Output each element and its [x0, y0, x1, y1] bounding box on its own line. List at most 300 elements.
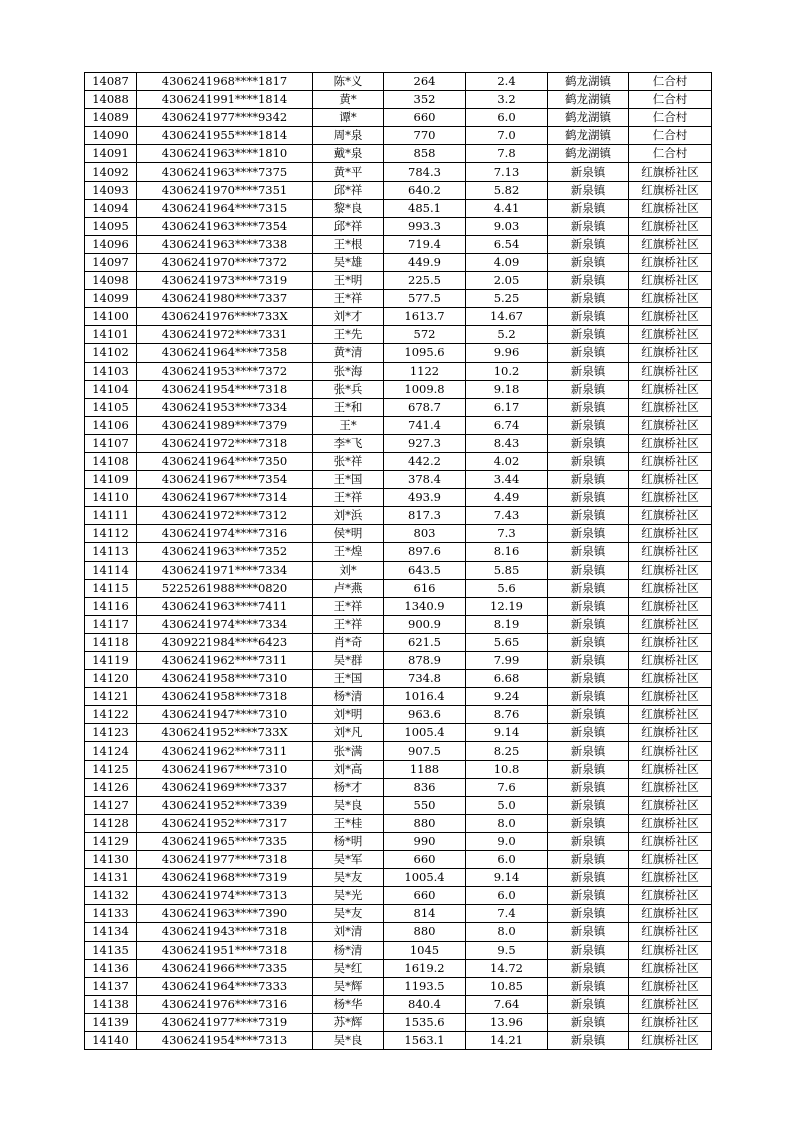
id-number-cell: 4306241967****7314	[137, 489, 313, 507]
amount-cell: 880	[384, 814, 466, 832]
amount-cell: 814	[384, 905, 466, 923]
id-number-cell: 4306241952****733X	[137, 724, 313, 742]
village-cell: 红旗桥社区	[629, 597, 712, 615]
table-row	[85, 1013, 712, 1031]
village-cell: 红旗桥社区	[629, 1013, 712, 1031]
id-number-cell: 4306241966****7335	[137, 959, 313, 977]
village-cell: 红旗桥社区	[629, 706, 712, 724]
quantity-cell: 13.96	[466, 1013, 548, 1031]
amount-cell: 880	[384, 923, 466, 941]
id-number-cell: 4306241954****7318	[137, 380, 313, 398]
village-cell: 红旗桥社区	[629, 416, 712, 434]
town-cell: 新泉镇	[548, 905, 629, 923]
amount-cell: 1005.4	[384, 724, 466, 742]
village-cell: 红旗桥社区	[629, 489, 712, 507]
amount-cell: 660	[384, 851, 466, 869]
quantity-cell: 6.17	[466, 398, 548, 416]
row-number-cell: 14128	[85, 814, 137, 832]
amount-cell: 1122	[384, 362, 466, 380]
town-cell: 新泉镇	[548, 706, 629, 724]
id-number-cell: 4306241977****7319	[137, 1013, 313, 1031]
id-number-cell: 4306241951****7318	[137, 941, 313, 959]
id-number-cell: 4306241980****7337	[137, 290, 313, 308]
name-cell: 陈*义	[313, 73, 384, 91]
table-row	[85, 235, 712, 253]
id-number-cell: 4306241991****1814	[137, 91, 313, 109]
table-row	[85, 814, 712, 832]
table-row	[85, 181, 712, 199]
name-cell: 黎*良	[313, 199, 384, 217]
quantity-cell: 10.85	[466, 977, 548, 995]
table-row	[85, 633, 712, 651]
table-row	[85, 199, 712, 217]
town-cell: 新泉镇	[548, 633, 629, 651]
quantity-cell: 4.09	[466, 253, 548, 271]
amount-cell: 493.9	[384, 489, 466, 507]
town-cell: 新泉镇	[548, 163, 629, 181]
village-cell: 红旗桥社区	[629, 434, 712, 452]
name-cell: 吴*光	[313, 887, 384, 905]
amount-cell: 741.4	[384, 416, 466, 434]
town-cell: 新泉镇	[548, 760, 629, 778]
table-row	[85, 91, 712, 109]
name-cell: 张*满	[313, 742, 384, 760]
id-number-cell: 4306241976****7316	[137, 995, 313, 1013]
table-row	[85, 127, 712, 145]
row-number-cell: 14118	[85, 633, 137, 651]
id-number-cell: 4306241958****7310	[137, 670, 313, 688]
quantity-cell: 6.68	[466, 670, 548, 688]
quantity-cell: 12.19	[466, 597, 548, 615]
quantity-cell: 9.96	[466, 344, 548, 362]
name-cell: 王*国	[313, 471, 384, 489]
table-row	[85, 851, 712, 869]
name-cell: 张*海	[313, 362, 384, 380]
table-row	[85, 416, 712, 434]
table-row	[85, 217, 712, 235]
town-cell: 新泉镇	[548, 579, 629, 597]
table-row	[85, 362, 712, 380]
id-number-cell: 4306241972****7318	[137, 434, 313, 452]
village-cell: 红旗桥社区	[629, 452, 712, 470]
id-number-cell: 4306241943****7318	[137, 923, 313, 941]
row-number-cell: 14132	[85, 887, 137, 905]
id-number-cell: 5225261988****0820	[137, 579, 313, 597]
town-cell: 新泉镇	[548, 507, 629, 525]
id-number-cell: 4306241964****7358	[137, 344, 313, 362]
quantity-cell: 5.65	[466, 633, 548, 651]
quantity-cell: 3.2	[466, 91, 548, 109]
table-row	[85, 995, 712, 1013]
amount-cell: 643.5	[384, 561, 466, 579]
row-number-cell: 14088	[85, 91, 137, 109]
row-number-cell: 14106	[85, 416, 137, 434]
table-row	[85, 326, 712, 344]
amount-cell: 485.1	[384, 199, 466, 217]
row-number-cell: 14104	[85, 380, 137, 398]
quantity-cell: 14.67	[466, 308, 548, 326]
table-row	[85, 959, 712, 977]
row-number-cell: 14116	[85, 597, 137, 615]
name-cell: 王*明	[313, 272, 384, 290]
village-cell: 红旗桥社区	[629, 778, 712, 796]
row-number-cell: 14091	[85, 145, 137, 163]
village-cell: 红旗桥社区	[629, 615, 712, 633]
quantity-cell: 6.54	[466, 235, 548, 253]
town-cell: 新泉镇	[548, 814, 629, 832]
name-cell: 杨*才	[313, 778, 384, 796]
id-number-cell: 4306241971****7334	[137, 561, 313, 579]
row-number-cell: 14092	[85, 163, 137, 181]
quantity-cell: 8.0	[466, 814, 548, 832]
town-cell: 新泉镇	[548, 199, 629, 217]
quantity-cell: 7.13	[466, 163, 548, 181]
quantity-cell: 14.21	[466, 1031, 548, 1049]
quantity-cell: 7.0	[466, 127, 548, 145]
row-number-cell: 14127	[85, 796, 137, 814]
row-number-cell: 14138	[85, 995, 137, 1013]
row-number-cell: 14126	[85, 778, 137, 796]
village-cell: 红旗桥社区	[629, 561, 712, 579]
row-number-cell: 14115	[85, 579, 137, 597]
id-number-cell: 4306241958****7318	[137, 688, 313, 706]
table-row	[85, 308, 712, 326]
quantity-cell: 8.76	[466, 706, 548, 724]
village-cell: 仁合村	[629, 73, 712, 91]
name-cell: 吴*良	[313, 796, 384, 814]
table-row	[85, 380, 712, 398]
town-cell: 新泉镇	[548, 688, 629, 706]
row-number-cell: 14117	[85, 615, 137, 633]
row-number-cell: 14136	[85, 959, 137, 977]
table-row	[85, 452, 712, 470]
table-row	[85, 905, 712, 923]
village-cell: 红旗桥社区	[629, 579, 712, 597]
village-cell: 红旗桥社区	[629, 471, 712, 489]
id-number-cell: 4306241964****7333	[137, 977, 313, 995]
table-row	[85, 489, 712, 507]
amount-cell: 1188	[384, 760, 466, 778]
table-row	[85, 163, 712, 181]
amount-cell: 719.4	[384, 235, 466, 253]
table-row	[85, 344, 712, 362]
quantity-cell: 6.74	[466, 416, 548, 434]
quantity-cell: 2.05	[466, 272, 548, 290]
town-cell: 新泉镇	[548, 977, 629, 995]
table-row	[85, 832, 712, 850]
village-cell: 红旗桥社区	[629, 742, 712, 760]
village-cell: 红旗桥社区	[629, 887, 712, 905]
row-number-cell: 14121	[85, 688, 137, 706]
amount-cell: 840.4	[384, 995, 466, 1013]
town-cell: 新泉镇	[548, 597, 629, 615]
id-number-cell: 4306241977****9342	[137, 109, 313, 127]
name-cell: 吴*良	[313, 1031, 384, 1049]
table-row	[85, 887, 712, 905]
name-cell: 吴*友	[313, 869, 384, 887]
amount-cell: 660	[384, 887, 466, 905]
row-number-cell: 14139	[85, 1013, 137, 1031]
amount-cell: 1563.1	[384, 1031, 466, 1049]
row-number-cell: 14112	[85, 525, 137, 543]
quantity-cell: 5.6	[466, 579, 548, 597]
table-row	[85, 688, 712, 706]
id-number-cell: 4306241964****7315	[137, 199, 313, 217]
town-cell: 新泉镇	[548, 832, 629, 850]
name-cell: 刘*清	[313, 923, 384, 941]
amount-cell: 927.3	[384, 434, 466, 452]
name-cell: 王*国	[313, 670, 384, 688]
quantity-cell: 10.2	[466, 362, 548, 380]
row-number-cell: 14100	[85, 308, 137, 326]
amount-cell: 784.3	[384, 163, 466, 181]
amount-cell: 1613.7	[384, 308, 466, 326]
amount-cell: 1193.5	[384, 977, 466, 995]
village-cell: 仁合村	[629, 109, 712, 127]
id-number-cell: 4306241963****7390	[137, 905, 313, 923]
quantity-cell: 8.43	[466, 434, 548, 452]
name-cell: 刘*浜	[313, 507, 384, 525]
id-number-cell: 4306241972****7331	[137, 326, 313, 344]
name-cell: 黄*平	[313, 163, 384, 181]
amount-cell: 817.3	[384, 507, 466, 525]
table-row	[85, 615, 712, 633]
town-cell: 新泉镇	[548, 452, 629, 470]
row-number-cell: 14095	[85, 217, 137, 235]
row-number-cell: 14094	[85, 199, 137, 217]
name-cell: 刘*凡	[313, 724, 384, 742]
id-number-cell: 4306241952****7339	[137, 796, 313, 814]
village-cell: 红旗桥社区	[629, 199, 712, 217]
row-number-cell: 14122	[85, 706, 137, 724]
row-number-cell: 14125	[85, 760, 137, 778]
name-cell: 王*祥	[313, 615, 384, 633]
name-cell: 王*先	[313, 326, 384, 344]
data-table	[84, 72, 712, 1050]
quantity-cell: 7.64	[466, 995, 548, 1013]
name-cell: 杨*华	[313, 995, 384, 1013]
town-cell: 鹤龙湖镇	[548, 91, 629, 109]
name-cell: 刘*明	[313, 706, 384, 724]
quantity-cell: 5.2	[466, 326, 548, 344]
row-number-cell: 14093	[85, 181, 137, 199]
quantity-cell: 7.8	[466, 145, 548, 163]
table-row	[85, 398, 712, 416]
name-cell: 吴*辉	[313, 977, 384, 995]
row-number-cell: 14133	[85, 905, 137, 923]
row-number-cell: 14099	[85, 290, 137, 308]
quantity-cell: 2.4	[466, 73, 548, 91]
amount-cell: 734.8	[384, 670, 466, 688]
amount-cell: 572	[384, 326, 466, 344]
town-cell: 新泉镇	[548, 416, 629, 434]
name-cell: 杨*清	[313, 941, 384, 959]
village-cell: 红旗桥社区	[629, 163, 712, 181]
table-row	[85, 778, 712, 796]
amount-cell: 1045	[384, 941, 466, 959]
table-row	[85, 923, 712, 941]
row-number-cell: 14110	[85, 489, 137, 507]
row-number-cell: 14108	[85, 452, 137, 470]
name-cell: 吴*雄	[313, 253, 384, 271]
name-cell: 邱*祥	[313, 181, 384, 199]
id-number-cell: 4306241953****7334	[137, 398, 313, 416]
id-number-cell: 4306241969****7337	[137, 778, 313, 796]
town-cell: 新泉镇	[548, 778, 629, 796]
name-cell: 侯*明	[313, 525, 384, 543]
table-row	[85, 561, 712, 579]
table-row	[85, 73, 712, 91]
amount-cell: 442.2	[384, 452, 466, 470]
quantity-cell: 7.6	[466, 778, 548, 796]
table-row	[85, 109, 712, 127]
village-cell: 红旗桥社区	[629, 253, 712, 271]
id-number-cell: 4306241962****7311	[137, 742, 313, 760]
town-cell: 新泉镇	[548, 235, 629, 253]
table-row	[85, 543, 712, 561]
town-cell: 鹤龙湖镇	[548, 127, 629, 145]
town-cell: 鹤龙湖镇	[548, 73, 629, 91]
town-cell: 新泉镇	[548, 308, 629, 326]
village-cell: 红旗桥社区	[629, 923, 712, 941]
town-cell: 新泉镇	[548, 796, 629, 814]
town-cell: 新泉镇	[548, 471, 629, 489]
row-number-cell: 14090	[85, 127, 137, 145]
name-cell: 刘*才	[313, 308, 384, 326]
town-cell: 新泉镇	[548, 253, 629, 271]
table-row	[85, 145, 712, 163]
town-cell: 新泉镇	[548, 959, 629, 977]
row-number-cell: 14113	[85, 543, 137, 561]
id-number-cell: 4306241967****7354	[137, 471, 313, 489]
quantity-cell: 7.43	[466, 507, 548, 525]
id-number-cell: 4306241968****7319	[137, 869, 313, 887]
village-cell: 红旗桥社区	[629, 326, 712, 344]
quantity-cell: 9.24	[466, 688, 548, 706]
town-cell: 新泉镇	[548, 434, 629, 452]
quantity-cell: 9.18	[466, 380, 548, 398]
town-cell: 新泉镇	[548, 489, 629, 507]
amount-cell: 963.6	[384, 706, 466, 724]
quantity-cell: 3.44	[466, 471, 548, 489]
amount-cell: 900.9	[384, 615, 466, 633]
village-cell: 红旗桥社区	[629, 380, 712, 398]
row-number-cell: 14124	[85, 742, 137, 760]
id-number-cell: 4306241954****7313	[137, 1031, 313, 1049]
name-cell: 张*祥	[313, 452, 384, 470]
name-cell: 吴*友	[313, 905, 384, 923]
table-row	[85, 597, 712, 615]
id-number-cell: 4306241977****7318	[137, 851, 313, 869]
town-cell: 新泉镇	[548, 923, 629, 941]
name-cell: 杨*明	[313, 832, 384, 850]
row-number-cell: 14105	[85, 398, 137, 416]
amount-cell: 907.5	[384, 742, 466, 760]
amount-cell: 1009.8	[384, 380, 466, 398]
amount-cell: 640.2	[384, 181, 466, 199]
quantity-cell: 14.72	[466, 959, 548, 977]
row-number-cell: 14109	[85, 471, 137, 489]
id-number-cell: 4306241974****7313	[137, 887, 313, 905]
row-number-cell: 14107	[85, 434, 137, 452]
amount-cell: 577.5	[384, 290, 466, 308]
quantity-cell: 6.0	[466, 851, 548, 869]
name-cell: 杨*清	[313, 688, 384, 706]
amount-cell: 1095.6	[384, 344, 466, 362]
village-cell: 红旗桥社区	[629, 977, 712, 995]
quantity-cell: 9.14	[466, 724, 548, 742]
quantity-cell: 4.49	[466, 489, 548, 507]
table-row	[85, 724, 712, 742]
amount-cell: 770	[384, 127, 466, 145]
id-number-cell: 4306241970****7372	[137, 253, 313, 271]
quantity-cell: 6.0	[466, 109, 548, 127]
name-cell: 邱*祥	[313, 217, 384, 235]
quantity-cell: 9.14	[466, 869, 548, 887]
town-cell: 鹤龙湖镇	[548, 145, 629, 163]
town-cell: 新泉镇	[548, 652, 629, 670]
town-cell: 新泉镇	[548, 670, 629, 688]
id-number-cell: 4306241963****1810	[137, 145, 313, 163]
quantity-cell: 7.3	[466, 525, 548, 543]
town-cell: 新泉镇	[548, 851, 629, 869]
amount-cell: 616	[384, 579, 466, 597]
name-cell: 王*根	[313, 235, 384, 253]
table-row	[85, 507, 712, 525]
name-cell: 王*煌	[313, 543, 384, 561]
name-cell: 周*泉	[313, 127, 384, 145]
amount-cell: 878.9	[384, 652, 466, 670]
amount-cell: 836	[384, 778, 466, 796]
quantity-cell: 5.85	[466, 561, 548, 579]
village-cell: 红旗桥社区	[629, 398, 712, 416]
id-number-cell: 4306241968****1817	[137, 73, 313, 91]
id-number-cell: 4306241952****7317	[137, 814, 313, 832]
amount-cell: 1016.4	[384, 688, 466, 706]
id-number-cell: 4306241963****7354	[137, 217, 313, 235]
town-cell: 新泉镇	[548, 380, 629, 398]
amount-cell: 621.5	[384, 633, 466, 651]
town-cell: 新泉镇	[548, 1031, 629, 1049]
name-cell: 张*兵	[313, 380, 384, 398]
town-cell: 新泉镇	[548, 995, 629, 1013]
town-cell: 新泉镇	[548, 272, 629, 290]
village-cell: 红旗桥社区	[629, 525, 712, 543]
id-number-cell: 4306241965****7335	[137, 832, 313, 850]
town-cell: 新泉镇	[548, 724, 629, 742]
id-number-cell: 4306241955****1814	[137, 127, 313, 145]
quantity-cell: 8.0	[466, 923, 548, 941]
quantity-cell: 4.41	[466, 199, 548, 217]
id-number-cell: 4306241974****7316	[137, 525, 313, 543]
table-row	[85, 253, 712, 271]
row-number-cell: 14097	[85, 253, 137, 271]
amount-cell: 858	[384, 145, 466, 163]
table-row	[85, 434, 712, 452]
table-row	[85, 525, 712, 543]
row-number-cell: 14120	[85, 670, 137, 688]
quantity-cell: 10.8	[466, 760, 548, 778]
quantity-cell: 8.25	[466, 742, 548, 760]
village-cell: 红旗桥社区	[629, 832, 712, 850]
id-number-cell: 4306241973****7319	[137, 272, 313, 290]
name-cell: 王*桂	[313, 814, 384, 832]
table-row	[85, 670, 712, 688]
village-cell: 红旗桥社区	[629, 217, 712, 235]
id-number-cell: 4306241964****7350	[137, 452, 313, 470]
quantity-cell: 7.99	[466, 652, 548, 670]
village-cell: 红旗桥社区	[629, 543, 712, 561]
